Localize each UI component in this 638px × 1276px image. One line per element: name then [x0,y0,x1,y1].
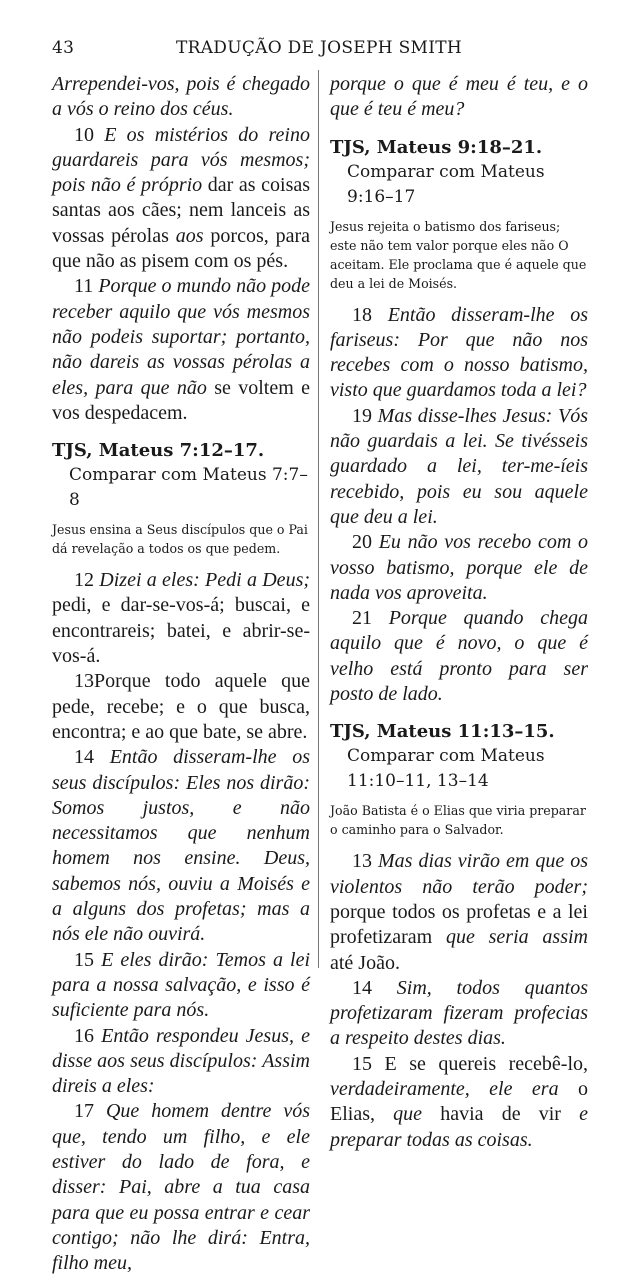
verse-number: 20 [352,531,372,554]
section-summary: João Batista é o Elias que viria preparar o caminho para o Salvador. [330,803,586,838]
verse-14b: 14 Sim, todos quantos profetizaram fizeram profecias a respeito destes dias. [330,976,589,1050]
verse-10: 10 E os mistérios do reino guardareis para vós mesmos; pois não é próprio dar as coisas santas aos cães; nem lanceis as vossas pérolas aos porcos, para que não as pisem com os pés. [52,123,311,273]
verse-21: 21 Porque quando chega aquilo que é novo, o que é velho está pronto para ser posto de lado. [330,607,588,706]
verse-number: 11 [74,275,94,298]
verse-16: 16 Então respondeu Jesus, e disse aos seus discípulos: Assim direis a eles: [52,1024,310,1098]
verse-11: 11 Porque o mundo não pode receber aquilo que vós mesmos não podeis suportar; portanto, não dareis as vossas pérolas a eles, para que não se voltem e vos despedacem. [52,275,310,424]
verse-number: 14 [352,976,372,999]
section-summary: Jesus ensina a Seus discípulos que o Pai dá revelação a todos os que pedem. [52,522,308,557]
verse-number: 10 [74,123,94,146]
running-title: TRADUÇÃO DE JOSEPH SMITH [175,38,463,58]
verse-number: 12 [74,569,94,592]
verse-20: 20 Eu não vos recebo com o vosso batismo, porque ele de nada vos aproveita. [330,531,588,604]
verse-number: 19 [352,404,372,427]
verse-18: 18 Então disseram-lhe os fariseus: Por que não nos recebes com o nosso batismo, visto que guardamos toda a lei? [330,303,588,402]
verse-number: 15 [74,948,94,971]
verse-number: 13 [352,850,372,873]
section-title: TJS, Mateus 7:12–17. [52,440,265,462]
verse-19: 19 Mas disse-lhes Jesus: Vós não guardais a lei. Se tivésseis guardado a lei, ter-me-íeis recebido, pois eu sou aquele que deu a lei. [330,404,588,528]
verse-15: 15 E eles dirão: Temos a lei para a nossa salvação, e isso é suficiente para nós. [52,948,311,1022]
verse-14: 14 Então disseram-lhe os seus discípulos: Eles nos dirão: Somos justos, e não necessitamos que nenhum homem nos ensine. Deus, sabemos nós, ouviu a Moisés e a alguns dos profetas; mas a nós ele não ouvirá. [52,746,310,946]
right-column [330,72,588,1153]
section-heading [330,135,588,293]
verse-13b: 13 Mas dias virão em que os violentos não terão poder; porque todos os profetas e a lei profetizaram que seria assim até João. [330,850,589,974]
verse-17: 17 Que homem dentre vós que, tendo um filho, e ele estiver do lado de fora, e disser: Pai, abre a tua casa para que eu possa entrar e cear contigo; não lhe dirá: Entra, filho meu, [52,1100,310,1275]
verse-number: 13 [74,670,94,693]
section-heading [330,719,588,839]
verse-number: 18 [352,303,372,326]
left-column [52,72,310,1276]
section-compare-ref: 9:16–17 [347,186,416,207]
section-compare: Comparar com Mateus 7:7–8 [69,465,308,511]
verse-number: 17 [74,1100,94,1123]
section-compare: Comparar com Mateus [347,746,545,767]
verse-13: 13Porque todo aquele que pede, recebe; e o que busca, encontra; e ao que bate, se abre. [52,670,310,743]
section-summary: Jesus rejeita o batismo dos fariseus; este não tem valor porque eles não O aceitam. Ele proclama que é aquele que deu a lei de Moisés. [330,218,587,291]
verse-continuation: Arrependei-vos, pois é chegado a vós o reino dos céus. [52,73,310,121]
column-divider [318,70,319,968]
page-header [52,38,586,62]
verse-continuation: porque o que é meu é teu, e o que é teu é meu? [330,73,588,121]
verse-number: 21 [352,607,372,630]
section-compare-ref: 11:10–11, 13–14 [347,771,489,792]
page-number: 43 [52,38,75,58]
verse-number: 16 [74,1024,94,1047]
section-title: TJS, Mateus 11:13–15. [330,721,555,743]
section-title: TJS, Mateus 9:18–21. [330,136,543,158]
verse-12: 12 Dizei a eles: Pedi a Deus; pedi, e dar-se-vos-á; buscai, e encontrareis; batei, e abrir-se-vos-á. [52,569,311,668]
verse-number: 14 [74,746,94,769]
verse-15b: 15 E se quereis recebê-lo, verdadeiramente, ele era o Elias, que havia de vir e preparar todas as coisas. [330,1052,589,1151]
verse-number: 15 [352,1052,372,1075]
section-compare: Comparar com Mateus [347,161,545,182]
section-heading [52,438,310,558]
